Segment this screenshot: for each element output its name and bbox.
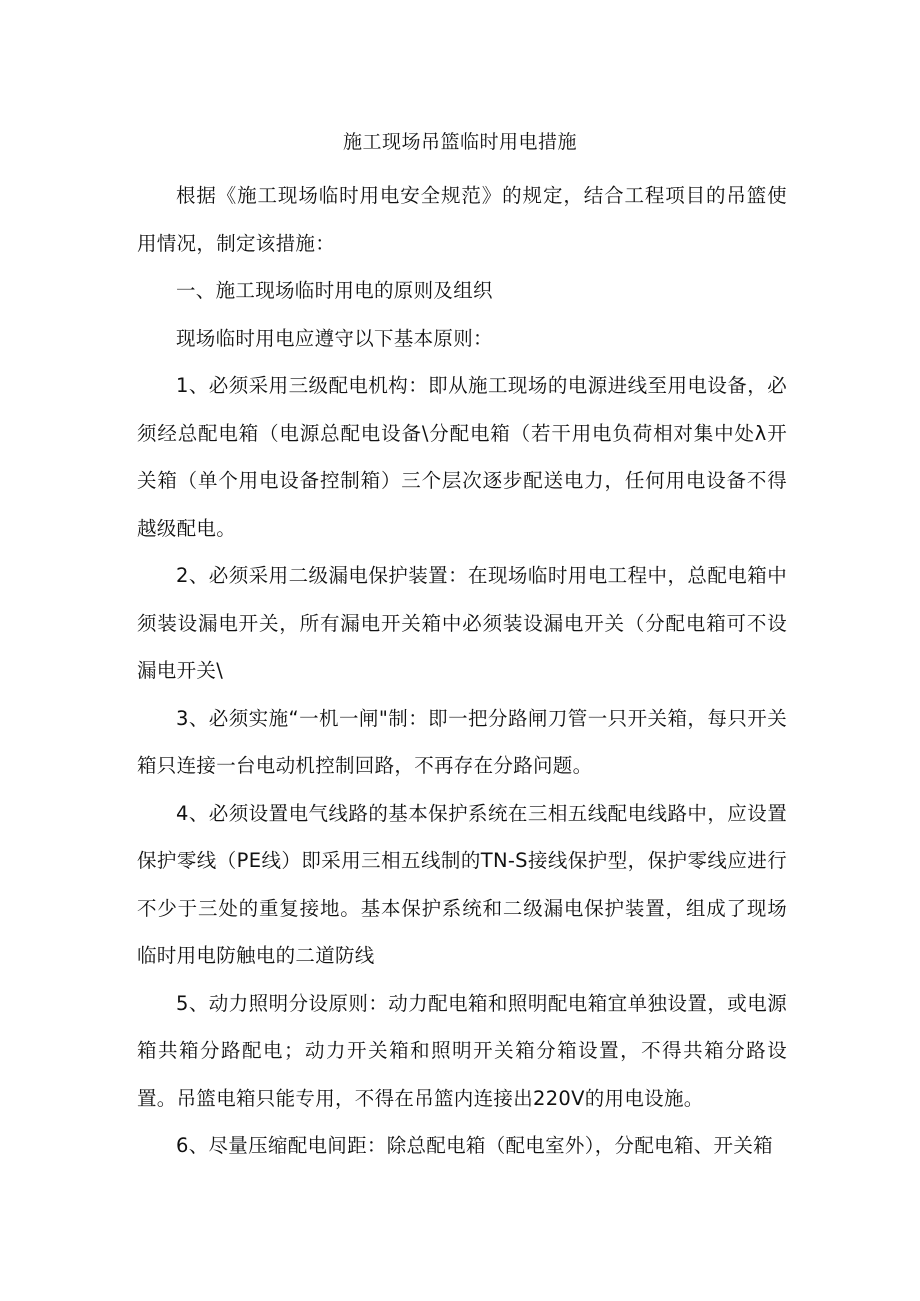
paragraph-rule-6: 6、尽量压缩配电间距：除总配电箱（配电室外），分配电箱、开关箱 [176, 1134, 773, 1157]
section-heading-1: 一、施工现场临时用电的原则及组织 [176, 279, 493, 302]
document-body [137, 172, 787, 1170]
paragraph-rule-1: 1、必须采用三级配电机构：即从施工现场的电源进线至用电设备，必须经总配电箱（电源总配电设备\分配电箱（若干用电负荷相对集中处λ开关箱（单个用电设备控制箱）三个层次逐步配送电力，任何用电设备不得越级配电。 [137, 374, 787, 540]
paragraph-rule-4: 4、必须设置电气线路的基本保护系统在三相五线配电线路中，应设置保护零线（PE线）即采用三相五线制的TN-S接线保护型，保护零线应进行不少于三处的重复接地。基本保护系统和二级漏电保护装置，组成了现场临时用电防触电的二道防线 [137, 801, 787, 967]
paragraph-principles-lead: 现场临时用电应遵守以下基本原则： [176, 326, 493, 350]
document-title: 施工现场吊篮临时用电措施 [342, 131, 577, 153]
paragraph-intro: 根据《施工现场临时用电安全规范》的规定，结合工程项目的吊篮使用情况，制定该措施： [137, 184, 787, 255]
paragraph-rule-5: 5、动力照明分设原则：动力配电箱和照明配电箱宜单独设置，或电源箱共箱分路配电；动力开关箱和照明开关箱分箱设置，不得共箱分路设置。吊篮电箱只能专用，不得在吊篮内连接出220V的用电设施。 [137, 991, 787, 1110]
paragraph-rule-3: 3、必须实施“一机一闸"制：即一把分路闸刀管一只开关箱，每只开关箱只连接一台电动机控制回路，不再存在分路问题。 [137, 706, 787, 777]
paragraph-rule-2: 2、必须采用二级漏电保护装置：在现场临时用电工程中，总配电箱中须装设漏电开关，所有漏电开关箱中必须装设漏电开关（分配电箱可不设漏电开关\ [137, 564, 787, 682]
